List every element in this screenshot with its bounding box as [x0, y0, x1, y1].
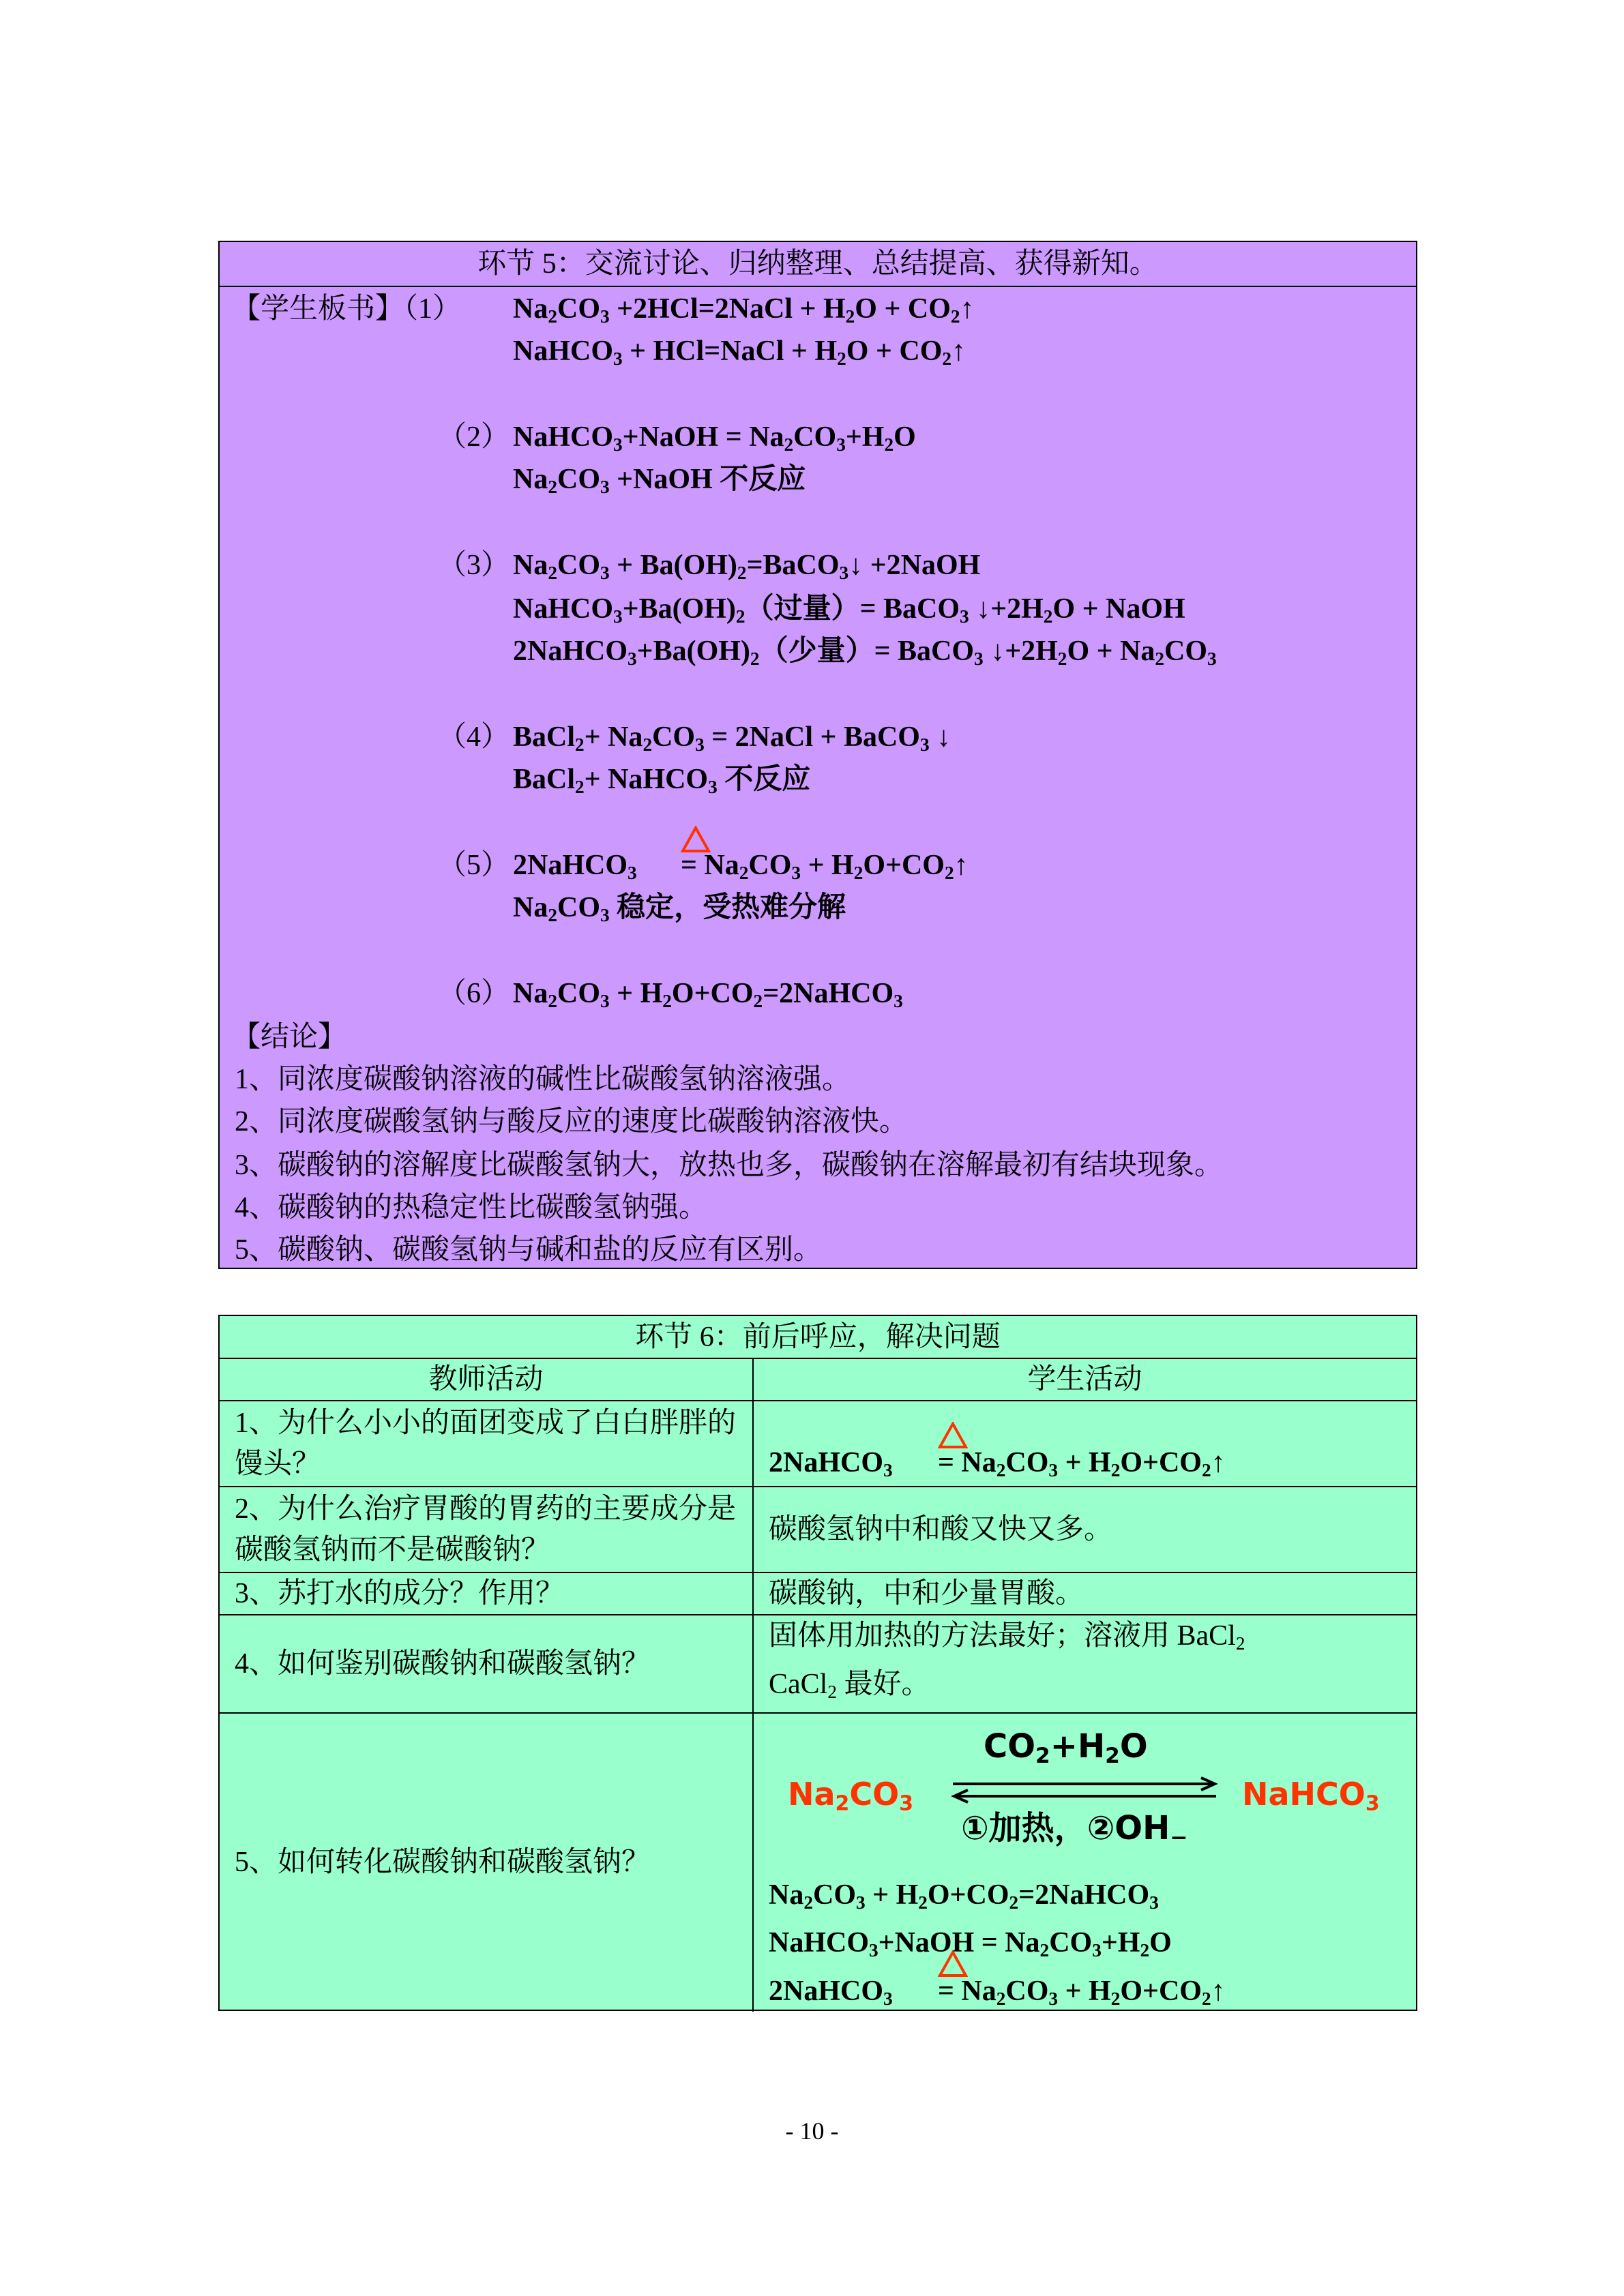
- conclusion-item: 1、同浓度碳酸钠溶液的碱性比碳酸氢钠溶液强。: [235, 1064, 851, 1095]
- subscript: 3: [883, 1988, 893, 2010]
- formula-text: +NaOH: [609, 464, 720, 495]
- formula-text: =2NaHCO: [763, 978, 894, 1009]
- subscript: 2: [1043, 606, 1053, 627]
- page-number: - 10 -: [785, 2117, 839, 2145]
- section-6-table: [220, 1316, 1416, 2012]
- subscript: 3: [600, 476, 610, 497]
- formula-text: 稳定，受热难分解: [609, 892, 846, 923]
- subscript: 3: [883, 1459, 893, 1480]
- subscript: 2: [1057, 648, 1067, 669]
- formula-text: + H: [865, 1879, 919, 1911]
- subscript: 2: [853, 862, 863, 883]
- subscript: 2: [643, 734, 653, 755]
- formula-text: 2NaHCO: [513, 850, 628, 881]
- formula-text: + Ba(OH): [609, 550, 737, 581]
- subscript: 3: [1365, 1791, 1380, 1816]
- equation: [513, 631, 1217, 679]
- subscript: 3: [628, 648, 637, 669]
- subscript: 2: [548, 904, 557, 925]
- subscript: 3: [974, 648, 984, 669]
- conclusion-item: 4、碳酸钠的热稳定性比碳酸氢钠强。: [235, 1192, 708, 1223]
- formula-text: + NaHCO: [584, 764, 709, 795]
- formula-text: =BaCO: [746, 550, 840, 581]
- subscript: 2: [884, 434, 894, 455]
- formula-text: ↑: [1211, 1976, 1226, 2008]
- formula-text: Na: [513, 293, 548, 325]
- formula-text: =2NaHCO: [1018, 1879, 1150, 1911]
- formula-text: （过量）= BaCO: [745, 593, 960, 625]
- subscript: 3: [613, 606, 623, 627]
- item-number: （6）: [438, 978, 510, 1009]
- subscript: 3: [1048, 1988, 1059, 2010]
- question-2: 2、为什么治疗胃酸的胃药的主要成分是碳酸氢钠而不是碳酸钠？: [220, 1487, 753, 1572]
- subscript: 2: [1110, 1459, 1121, 1480]
- subscript: 2: [548, 476, 557, 497]
- subscript: 2: [837, 348, 846, 369]
- subscript: 3: [1048, 1459, 1059, 1480]
- subscript: 2: [1155, 648, 1165, 669]
- formula-text: NaHCO: [513, 421, 613, 453]
- subscript: 2: [1110, 1988, 1121, 2010]
- formula-text: CO: [1005, 1447, 1049, 1478]
- subscript: 3: [708, 776, 718, 797]
- subscript: 2: [548, 990, 557, 1011]
- formula-text: CO: [1005, 1976, 1049, 2008]
- section-5-title: 环节 5：交流讨论、归纳整理、总结提高、获得新知。: [220, 242, 1416, 287]
- subscript: 3: [1092, 1940, 1102, 1961]
- equation: [513, 588, 1185, 637]
- formula-text: +Ba(OH): [622, 593, 736, 625]
- diagram-right-label: [1242, 1774, 1380, 1824]
- subscript: 2: [827, 1681, 837, 1702]
- subscript: 2: [835, 1791, 850, 1816]
- formula-text: Na: [769, 1879, 804, 1911]
- equation: [513, 759, 810, 807]
- formula-text: CO: [557, 892, 600, 923]
- subscript: 2: [575, 776, 585, 797]
- answer-3: 碳酸钠，中和少量胃酸。: [753, 1572, 1416, 1615]
- subscript: 3: [856, 1892, 866, 1913]
- item-number: （4）: [438, 721, 510, 753]
- subscript: 2: [1140, 1940, 1150, 1961]
- conclusion-item: 3、碳酸钠的溶解度比碳酸氢钠大，放热也多，碳酸钠在溶解最初有结块现象。: [235, 1150, 1224, 1181]
- subscript: 3: [894, 990, 903, 1011]
- diagram-left-label: [788, 1774, 913, 1824]
- equation: [938, 1442, 1226, 1491]
- formula-text: +H: [845, 421, 885, 453]
- equation: [513, 845, 637, 893]
- subscript: −: [1170, 1825, 1188, 1850]
- equation: [769, 1442, 893, 1491]
- conversion-diagram: [769, 1720, 1401, 1857]
- subscript: 2: [1235, 1632, 1245, 1654]
- subscript: 2: [735, 606, 745, 627]
- equation: [769, 1875, 1401, 1923]
- formula-text: Na: [513, 550, 548, 581]
- subscript: 3: [791, 862, 801, 883]
- formula-text: CO: [557, 978, 600, 1009]
- formula-text: +H: [1101, 1927, 1140, 1959]
- formula-text: 不反应: [717, 764, 811, 795]
- formula-text: +NaOH = Na: [622, 421, 784, 453]
- equation: [769, 1922, 1401, 1971]
- subscript: 3: [899, 1791, 914, 1816]
- reversible-arrows-icon: [947, 1776, 1222, 1804]
- formula-text: = Na: [938, 1976, 996, 2008]
- formula-text: （少量）= BaCO: [759, 636, 975, 667]
- formula-text: O+CO: [1120, 1976, 1202, 2008]
- subscript: 2: [1009, 1892, 1019, 1913]
- formula-text: = Na: [681, 850, 739, 881]
- formula-text: = Na: [938, 1447, 996, 1478]
- formula-text: O: [1149, 1927, 1172, 1959]
- answer-1: [753, 1401, 1416, 1487]
- subscript: 3: [600, 562, 610, 583]
- item-number: （3）: [438, 550, 510, 581]
- formula-text: + H: [609, 978, 663, 1009]
- formula-text: CO: [748, 850, 792, 881]
- formula-text: NaHCO: [769, 1927, 869, 1959]
- formula-text: + HCl=NaCl + H: [622, 336, 838, 367]
- formula-text: 2NaHCO: [769, 1447, 883, 1478]
- conclusion-item: 5、碳酸钠、碳酸氢钠与碱和盐的反应有区别。: [235, 1234, 823, 1266]
- formula-text: CaCl: [769, 1668, 828, 1700]
- subscript: 2: [996, 1988, 1006, 2010]
- subscript: 3: [960, 606, 969, 627]
- formula-text: ①加热，②OH: [961, 1808, 1170, 1847]
- formula-text: ↓+2H: [969, 593, 1044, 625]
- formula-text: ↑: [951, 336, 966, 367]
- subscript: 3: [1207, 648, 1217, 669]
- formula-text: Na: [513, 978, 548, 1009]
- formula-text: O + CO: [855, 293, 951, 325]
- subscript: 2: [750, 648, 760, 669]
- subscript: 2: [944, 862, 954, 883]
- col-header-teacher: 教师活动: [220, 1358, 753, 1401]
- equation: [513, 459, 806, 507]
- question-4: 4、如何鉴别碳酸钠和碳酸氢钠？: [220, 1615, 753, 1713]
- formula-text: O + CO: [846, 336, 943, 367]
- formula-text: NaHCO: [513, 593, 613, 625]
- formula-text: ↑: [1211, 1447, 1226, 1478]
- formula-text: Na: [513, 464, 548, 495]
- formula-text: NaHCO: [1242, 1775, 1365, 1813]
- subscript: 3: [600, 904, 610, 925]
- subscript: 2: [753, 990, 763, 1011]
- formula-text: CO: [557, 464, 600, 495]
- subscript: 3: [600, 990, 610, 1011]
- subscript: 2: [1035, 1743, 1050, 1768]
- equation: [769, 1971, 893, 2019]
- equation: [513, 331, 966, 379]
- answer-4: [753, 1615, 1416, 1713]
- subscript: 2: [1105, 1743, 1120, 1768]
- formula-text: O: [1119, 1727, 1148, 1765]
- subscript: 3: [869, 1940, 879, 1961]
- formula-text: O: [894, 421, 916, 453]
- formula-text: 不反应: [720, 464, 806, 495]
- subscript: 2: [739, 862, 749, 883]
- formula-text: + H: [801, 850, 854, 881]
- equation: [513, 288, 975, 337]
- subscript: 3: [695, 734, 705, 755]
- subscript: 2: [737, 562, 747, 583]
- formula-text: CO: [984, 1727, 1036, 1765]
- subscript: 2: [662, 990, 672, 1011]
- equation: [513, 545, 980, 593]
- equation: [513, 973, 903, 1022]
- formula-text: CO: [849, 1775, 900, 1813]
- subscript: 2: [575, 734, 585, 755]
- subscript: 3: [628, 862, 637, 883]
- formula-text: O+CO: [1120, 1447, 1202, 1478]
- subscript: 2: [784, 434, 794, 455]
- question-3: 3、苏打水的成分？作用？: [220, 1572, 753, 1615]
- formula-text: +H: [1050, 1727, 1106, 1765]
- formula-text: 2NaHCO: [513, 636, 628, 667]
- item-number: （5）: [438, 850, 510, 881]
- equation: [513, 417, 916, 465]
- subscript: 2: [918, 1892, 928, 1913]
- formula-text: 2NaHCO: [769, 1976, 883, 2008]
- diagram-top-label: [984, 1726, 1148, 1776]
- conclusion-item: 2、同浓度碳酸氢钠与酸反应的速度比碳酸钠溶液快。: [235, 1106, 909, 1137]
- col-header-student: 学生活动: [753, 1358, 1416, 1401]
- subscript: 2: [1201, 1988, 1211, 2010]
- subscript: 3: [839, 562, 849, 583]
- formula-text: O+CO: [927, 1879, 1009, 1911]
- formula-text: = 2NaCl + BaCO: [704, 721, 920, 753]
- formula-text: ↑: [954, 850, 969, 881]
- diagram-bottom-label: [961, 1808, 1187, 1858]
- subscript: 3: [613, 348, 623, 369]
- subscript: 2: [845, 305, 855, 327]
- formula-text: CO: [1164, 636, 1208, 667]
- formula-text: +Ba(OH): [636, 636, 750, 667]
- section-6-block: [218, 1315, 1417, 2011]
- conclusion-label: 【结论】: [232, 1022, 347, 1053]
- formula-text: ↓ +2NaOH: [848, 550, 981, 581]
- formula-text: ↓+2H: [983, 636, 1058, 667]
- subscript: 3: [836, 434, 846, 455]
- formula-text: CO: [813, 1879, 856, 1911]
- formula-text: NaHCO: [513, 336, 613, 367]
- subscript: 3: [600, 305, 610, 327]
- section-6-title: 环节 6：前后呼应，解决问题: [220, 1316, 1416, 1358]
- formula-text: CO: [652, 721, 696, 753]
- subscript: 3: [919, 734, 930, 755]
- equation: [513, 717, 951, 765]
- formula-text: O+CO: [863, 850, 945, 881]
- formula-text: BaCl: [513, 721, 576, 753]
- equation: [513, 887, 846, 936]
- formula-text: Na: [788, 1775, 836, 1813]
- formula-text: O+CO: [671, 978, 754, 1009]
- subscript: 2: [548, 305, 557, 327]
- formula-text: O + NaOH: [1052, 593, 1185, 625]
- formula-text: ↑: [960, 293, 975, 325]
- formula-text: CO: [793, 421, 837, 453]
- subscript: 2: [548, 562, 557, 583]
- subscript: 2: [942, 348, 952, 369]
- formula-text: Na: [513, 892, 548, 923]
- equation: [938, 1971, 1226, 2019]
- equation: [681, 845, 969, 893]
- subscript: 2: [950, 305, 960, 327]
- subscript: 3: [1149, 1892, 1159, 1913]
- section-5-block: [218, 241, 1417, 1269]
- subscript: 2: [1201, 1459, 1211, 1480]
- equation: [769, 1664, 1401, 1712]
- formula-text: + H: [1058, 1976, 1111, 2008]
- subscript: 2: [996, 1459, 1006, 1480]
- formula-text: CO: [557, 550, 600, 581]
- formula-text: CO: [1049, 1927, 1093, 1959]
- question-1: 1、为什么小小的面团变成了白白胖胖的馒头？: [220, 1401, 753, 1487]
- formula-text: + Na: [584, 721, 643, 753]
- formula-text: 最好。: [837, 1668, 930, 1700]
- formula-text: +NaOH = Na: [878, 1927, 1040, 1959]
- answer-2: 碳酸氢钠中和酸又快又多。: [753, 1487, 1416, 1572]
- formula-text: ↓: [929, 721, 951, 753]
- formula-text: 固体用加热的方法最好；溶液用 BaCl: [769, 1620, 1236, 1652]
- subscript: 2: [803, 1892, 813, 1913]
- formula-text: + H: [1058, 1447, 1111, 1478]
- subscript: 2: [1039, 1940, 1050, 1961]
- equation: [769, 1615, 1401, 1664]
- formula-text: CO: [557, 293, 600, 325]
- item-number: （2）: [438, 421, 510, 453]
- board-label: 【学生板书】（1）: [232, 293, 462, 325]
- formula-text: O + Na: [1067, 636, 1155, 667]
- answer-5: [753, 1713, 1416, 2012]
- formula-text: BaCl: [513, 764, 576, 795]
- question-5: 5、如何转化碳酸钠和碳酸氢钠？: [220, 1713, 753, 2012]
- formula-text: +2HCl=2NaCl + H: [609, 293, 846, 325]
- subscript: 3: [613, 434, 623, 455]
